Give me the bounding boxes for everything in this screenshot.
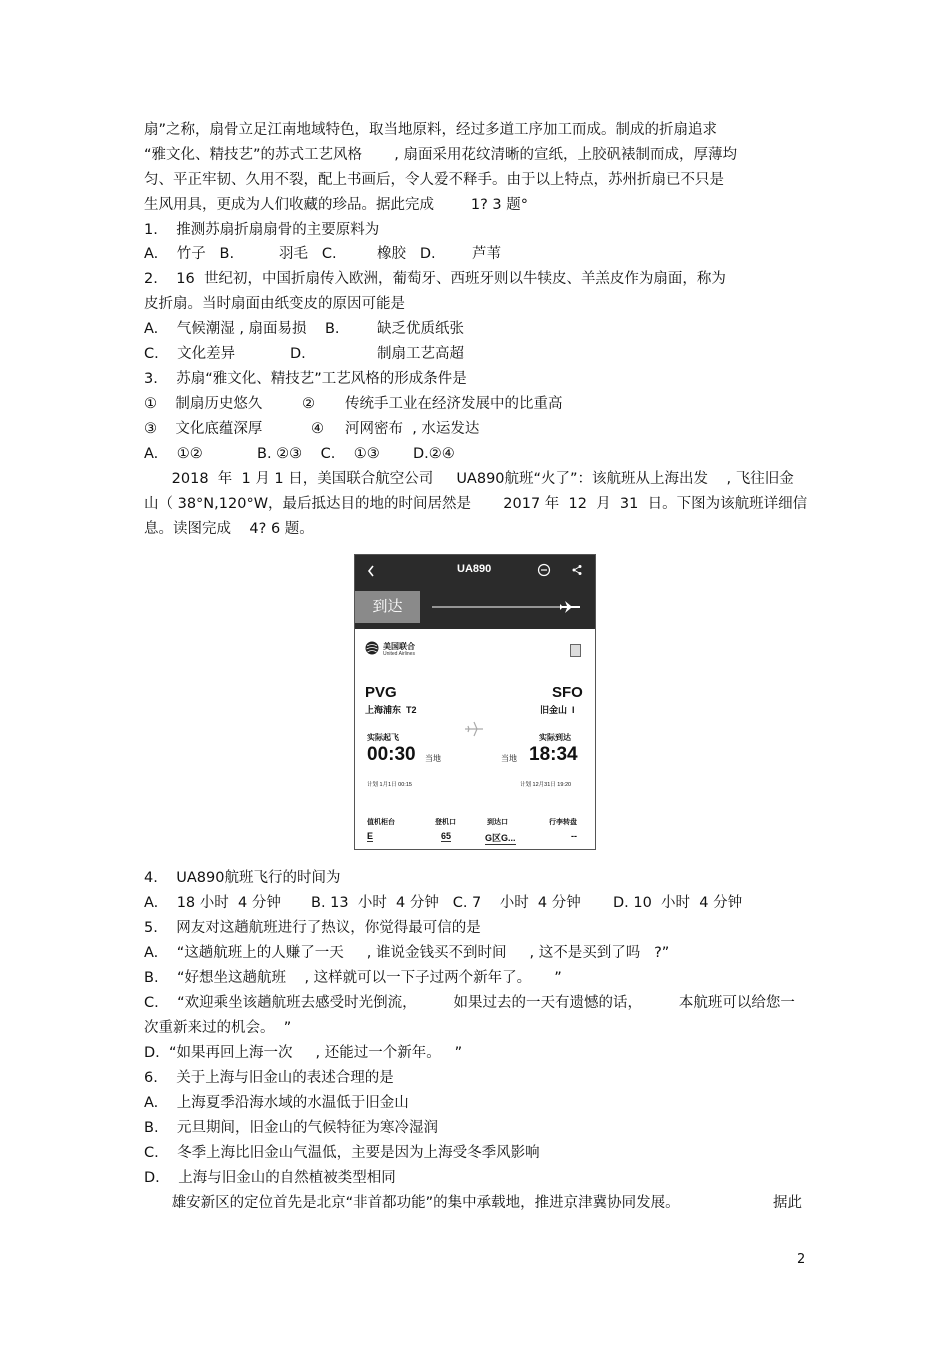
page-number: 2 (797, 1252, 806, 1267)
arrival-exit-label: 到达口 (487, 819, 508, 826)
arrival-exit-value: G区G... (485, 833, 516, 843)
q3-option-a: A. ①② (144, 446, 203, 462)
text-line: 皮折扇。当时扇面由纸变皮的原因可能是 (144, 296, 405, 312)
q5-option-b: B. “好想坐这趟航班 , 这样就可以一下子过两个新年了。 ” (144, 970, 562, 986)
united-globe-logo-icon (365, 641, 379, 655)
airplane-icon (463, 718, 485, 740)
text-line: 山（ 38°N,120°W，最后抵达目的地的时间居然是 2017 年 12 月 31 日。下图为该航班详细信 (144, 496, 808, 512)
q1-option-a-b: A. 竹子 B. (144, 246, 235, 262)
q6-option-c: C. 冬季上海比旧金山气温低，主要是因为上海受冬季风影响 (144, 1145, 540, 1161)
airline-detail-button[interactable] (570, 644, 581, 657)
text-line: 生风用具，更成为人们收藏的珍品。据此完成 1? 3 题° (144, 197, 528, 213)
question-2: 2. 16 世纪初，中国折扇传入欧洲，葡萄牙、西班牙则以牛犊皮、羊羔皮作为扇面，称为 (144, 271, 726, 287)
text-line-end: 据此 (773, 1195, 802, 1211)
arrival-label: 实际到达 (539, 733, 571, 742)
departure-label: 实际起飞 (367, 733, 399, 742)
q1-option-c-d: 橡胶 D. (377, 246, 436, 262)
q4-option-b-c: B. 13 小时 4 分钟 C. 7 小时 4 分钟 (311, 895, 581, 911)
question-1: 1. 推测苏扇折扇扇骨的主要原料为 (144, 222, 380, 238)
arrival-code: SFO (552, 684, 583, 701)
q2-option-d: 制扇工艺高超 (377, 346, 464, 362)
question-4: 4. UA890航班飞行的时间为 (144, 870, 341, 886)
text-line: 扇”之称，扇骨立足江南地域特色，取当地原料，经过多道工序加工而成。制成的折扇追求 (144, 122, 718, 138)
q3-option-b-c: B. ②③ C. ①③ (257, 446, 380, 462)
q3-item-3: ③ 文化底蕴深厚 (144, 421, 263, 437)
q1-option-b-c: 羽毛 C. (279, 246, 337, 262)
departure-code: PVG (365, 684, 397, 701)
text-line: 次重新来过的机会。 ” (144, 1020, 292, 1036)
q3-item-2-label: ② (302, 396, 315, 412)
q2-option-a: A. 气候潮湿 , 扇面易损 B. (144, 321, 340, 337)
share-icon (571, 564, 583, 576)
back-arrow-icon (366, 564, 376, 578)
q4-option-d: D. 10 小时 4 分钟 (613, 895, 743, 911)
q5-option-c: C. “欢迎乘坐该趟航班去感受时光倒流， 如果过去的一天有遗憾的话， 本航班可以给您一 (144, 995, 795, 1011)
text-line: 雄安新区的定位首先是北京“非首都功能”的集中承载地，推进京津冀协同发展。 (144, 1195, 680, 1211)
q5-option-a: A. “这趟航班上的人赚了一天 , 谁说金钱买不到时间 , 这不是买到了吗 ?” (144, 945, 670, 961)
plane-progress-icon (430, 597, 585, 617)
q5-option-d: D. “如果再回上海一次 , 还能过一个新年。 ” (144, 1045, 463, 1061)
q2-option-b: 缺乏优质纸张 (377, 321, 464, 337)
flight-number-title: UA890 (457, 563, 492, 575)
text-line: 匀、平正牢韧、久用不裂，配上书画后，令人爱不释手。由于以上特点，苏州折扇已不只是 (144, 172, 724, 188)
airline-name-en: United Airlines (383, 651, 415, 657)
flight-app-screenshot (354, 554, 596, 850)
minus-circle-icon (537, 563, 551, 577)
q2-option-c: C. 文化差异 (144, 346, 236, 362)
q6-option-d: D. 上海与旧金山的自然植被类型相同 (144, 1170, 396, 1186)
checkin-counter-value: E (367, 831, 374, 841)
app-top-bar (355, 555, 595, 587)
text-line: “雅文化、精技艺”的苏式工艺风格 , 扇面采用花纹清晰的宣纸，上胶矾裱制而成，厚薄均 (144, 147, 738, 163)
airline-name-cn: 美国联合 (383, 642, 415, 651)
q6-option-b: B. 元旦期间，旧金山的气候特征为寒冷湿润 (144, 1120, 438, 1136)
checkin-counter-label: 值机柜台 (367, 819, 395, 826)
q3-item-2: 传统手工业在经济发展中的比重高 (345, 396, 563, 412)
departure-airport: 上海浦东 T2 (365, 705, 417, 715)
text-line: 息。读图完成 4? 6 题。 (144, 521, 314, 537)
arrival-time: 18:34 (529, 744, 578, 765)
gate-label: 登机口 (435, 819, 456, 826)
question-6: 6. 关于上海与旧金山的表述合理的是 (144, 1070, 394, 1086)
q3-item-4-label: ④ (311, 421, 324, 437)
q6-option-a: A. 上海夏季沿海水域的水温低于旧金山 (144, 1095, 409, 1111)
flight-status-badge: 到达 (355, 591, 420, 623)
q3-item-4: 河网密布 , 水运发达 (345, 421, 480, 437)
baggage-carousel-value: -- (571, 831, 577, 841)
departure-local-label: 当地 (425, 754, 441, 763)
gate-value: 65 (441, 831, 452, 841)
departure-scheduled: 计划 1月1日 00:15 (367, 782, 412, 788)
question-3: 3. 苏扇“雅文化、精技艺”工艺风格的形成条件是 (144, 371, 467, 387)
text-line: 2018 年 1 月 1 日，美国联合航空公司 UA890航班“火了”：该航班从上海出发 , 飞往旧金 (144, 471, 794, 487)
q3-item-1: ① 制扇历史悠久 (144, 396, 263, 412)
departure-time: 00:30 (367, 744, 416, 765)
q3-option-d: D.②④ (413, 446, 455, 462)
arrival-airport: 旧金山 I (540, 705, 575, 715)
question-5: 5. 网友对这趟航班进行了热议，你觉得最可信的是 (144, 920, 481, 936)
baggage-carousel-label: 行李转盘 (549, 819, 577, 826)
arrival-local-label: 当地 (501, 754, 517, 763)
q1-option-d: 芦苇 (472, 246, 501, 262)
q2-option-d-label: D. (290, 346, 306, 362)
q4-option-a: A. 18 小时 4 分钟 (144, 895, 281, 911)
arrival-scheduled: 计划 12月31日 19:20 (520, 782, 572, 788)
